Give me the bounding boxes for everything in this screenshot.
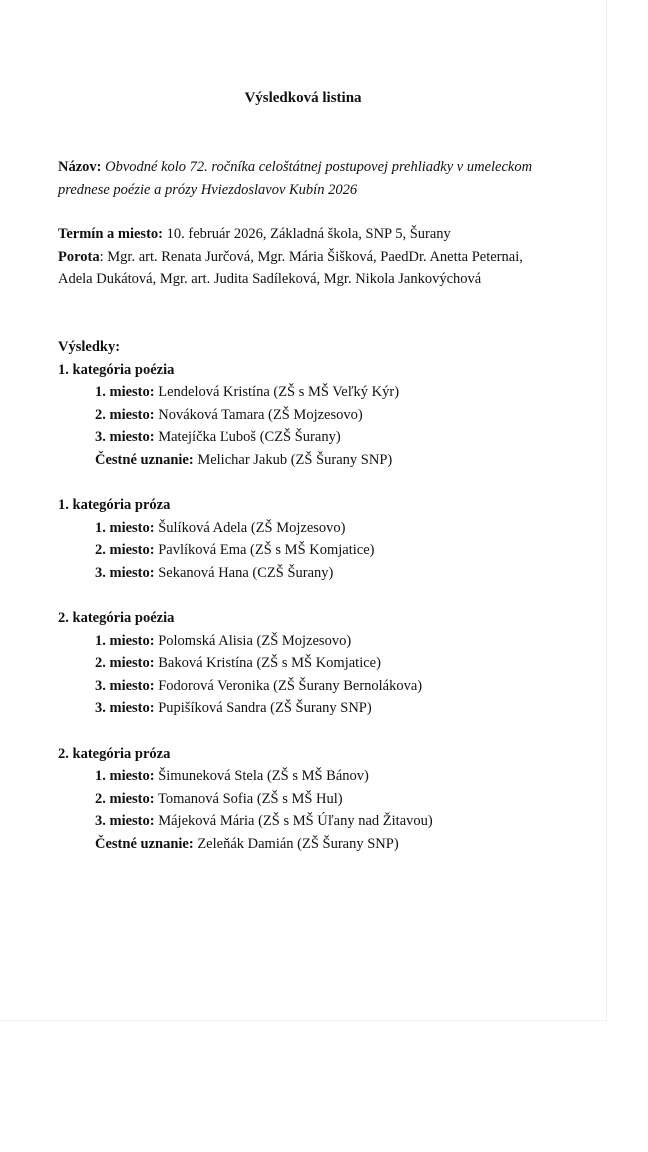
result-item xyxy=(58,765,433,788)
termin-label: Termín a miesto: xyxy=(58,226,163,242)
result-value: Šimuneková Stela (ZŠ s MŠ Bánov) xyxy=(158,768,369,784)
result-label: 1. miesto: xyxy=(95,384,155,400)
result-value: Májeková Mária (ZŠ s MŠ Úľany nad Žitavou) xyxy=(158,813,433,829)
result-item xyxy=(58,381,433,404)
result-item xyxy=(58,697,433,720)
result-item xyxy=(58,630,433,653)
result-value: Lendelová Kristína (ZŠ s MŠ Veľký Kýr) xyxy=(158,384,400,400)
section-2 xyxy=(58,494,433,584)
result-value: Matejíčka Ľuboš (CZŠ Šurany) xyxy=(158,429,341,445)
result-item xyxy=(58,652,433,675)
section-3 xyxy=(58,607,433,720)
result-value: Zeleňák Damián (ZŠ Šurany SNP) xyxy=(197,835,399,852)
result-value: Pavlíková Ema (ZŠ s MŠ Komjatice) xyxy=(158,542,375,558)
result-item xyxy=(58,810,433,833)
result-item xyxy=(58,833,433,856)
result-label: 3. miesto: xyxy=(95,677,155,694)
result-item xyxy=(58,404,433,427)
result-label: 3. miesto: xyxy=(95,429,155,445)
result-item xyxy=(58,426,433,449)
result-label: 3. miesto: xyxy=(95,813,155,829)
nazov-value-line1: Obvodné kolo 72. ročníka celoštátnej postupovej prehliadky v umeleckom xyxy=(105,159,533,175)
result-label: 2. miesto: xyxy=(95,406,155,423)
result-item xyxy=(58,539,433,562)
nazov-label: Názov: xyxy=(58,159,102,175)
result-value: Fodorová Veronika (ZŠ Šurany Bernolákova) xyxy=(158,677,423,694)
section-heading: 2. kategória próza xyxy=(58,745,171,762)
result-label: 3. miesto: xyxy=(95,700,155,716)
porota-value-line1: : Mgr. art. Renata Jurčová, Mgr. Mária Šišková, PaedDr. Anetta Peternai, xyxy=(99,248,523,265)
result-label: 3. miesto: xyxy=(95,564,155,581)
porota-value-line2: Adela Dukátová, Mgr. art. Judita Sadíleková, Mgr. Nikola Jankovýchová xyxy=(58,271,482,287)
result-value: Tomanová Sofia (ZŠ s MŠ Hul) xyxy=(157,790,343,807)
porota-label: Porota xyxy=(58,248,100,265)
result-label: 1. miesto: xyxy=(95,632,155,649)
section-1 xyxy=(58,359,433,472)
result-item xyxy=(58,675,433,698)
section-heading: 1. kategória poézia xyxy=(58,361,175,378)
results-heading: Výsledky: xyxy=(58,339,121,355)
section-heading: 2. kategória poézia xyxy=(58,610,175,626)
result-label: Čestné uznanie: xyxy=(95,835,194,852)
result-label: 2. miesto: xyxy=(95,542,155,558)
nazov-block xyxy=(58,156,532,201)
info-block xyxy=(58,223,523,291)
section-4 xyxy=(58,743,433,856)
result-item xyxy=(58,449,433,472)
document-title: Výsledková listina xyxy=(244,90,362,106)
result-label: 2. miesto: xyxy=(95,655,155,671)
result-item xyxy=(58,788,433,811)
result-value: Šulíková Adela (ZŠ Mojzesovo) xyxy=(158,519,346,536)
result-value: Pupišíková Sandra (ZŠ Šurany SNP) xyxy=(158,700,372,716)
result-value: Nováková Tamara (ZŠ Mojzesovo) xyxy=(158,406,363,423)
results-block xyxy=(58,336,433,855)
result-value: Melichar Jakub (ZŠ Šurany SNP) xyxy=(197,451,393,468)
nazov-value-line2: prednese poézie a prózy Hviezdoslavov Kubín 2026 xyxy=(58,181,358,198)
result-label: Čestné uznanie: xyxy=(95,451,194,468)
result-value: Baková Kristína (ZŠ s MŠ Komjatice) xyxy=(158,655,381,671)
result-item xyxy=(58,562,433,585)
result-label: 1. miesto: xyxy=(95,519,155,536)
termin-value: 10. február 2026, Základná škola, SNP 5, Šurany xyxy=(166,226,451,242)
result-value: Sekanová Hana (CZŠ Šurany) xyxy=(158,564,334,581)
result-item xyxy=(58,517,433,540)
section-heading: 1. kategória próza xyxy=(58,497,171,513)
result-value: Polomská Alisia (ZŠ Mojzesovo) xyxy=(158,632,352,649)
result-label: 2. miesto: xyxy=(95,790,155,807)
result-label: 1. miesto: xyxy=(95,768,155,784)
